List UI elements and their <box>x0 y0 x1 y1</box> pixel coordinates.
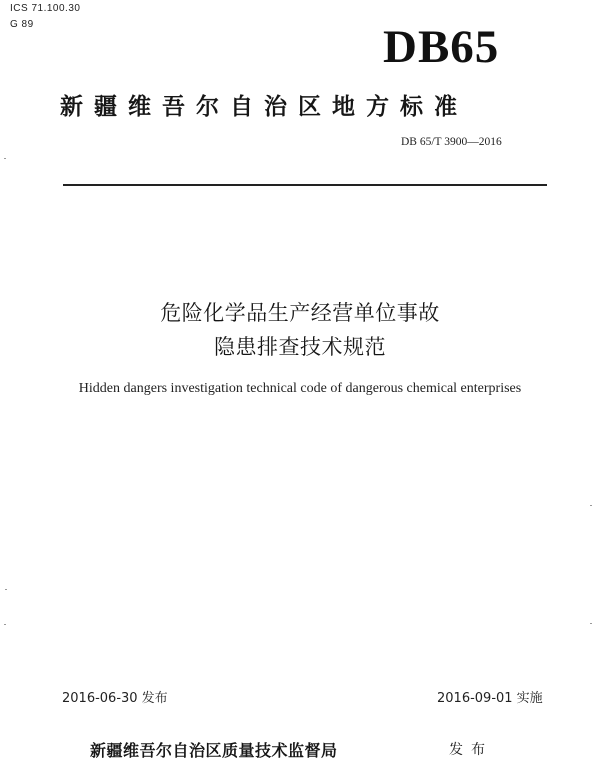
title-chinese-line-2: 隐患排查技术规范 <box>214 335 386 359</box>
issuing-verb: 发布 <box>449 742 493 758</box>
issuing-authority: 新疆维吾尔自治区质量技术监督局 <box>90 741 338 760</box>
title-chinese-line-1: 危险化学品生产经营单位事故 <box>160 301 440 325</box>
title-english: Hidden dangers investigation technical code of dangerous chemical enterprises <box>78 381 522 396</box>
header-divider <box>63 184 547 186</box>
implementation-date: 2016-09-01 实施 <box>437 691 543 706</box>
scan-speck <box>4 624 6 625</box>
scan-speck <box>4 158 6 159</box>
scan-speck <box>590 505 592 506</box>
standard-logo: DB65 <box>383 21 500 73</box>
standard-type: 新疆维吾尔自治区地方标准 <box>60 94 468 120</box>
issue-date: 2016-06-30 发布 <box>62 691 168 706</box>
standard-number: DB 65/T 3900—2016 <box>401 136 502 148</box>
ics-code: ICS 71.100.30 <box>10 3 81 14</box>
scan-speck <box>5 589 7 590</box>
scan-speck <box>590 623 592 624</box>
ccs-code: G 89 <box>10 19 34 30</box>
